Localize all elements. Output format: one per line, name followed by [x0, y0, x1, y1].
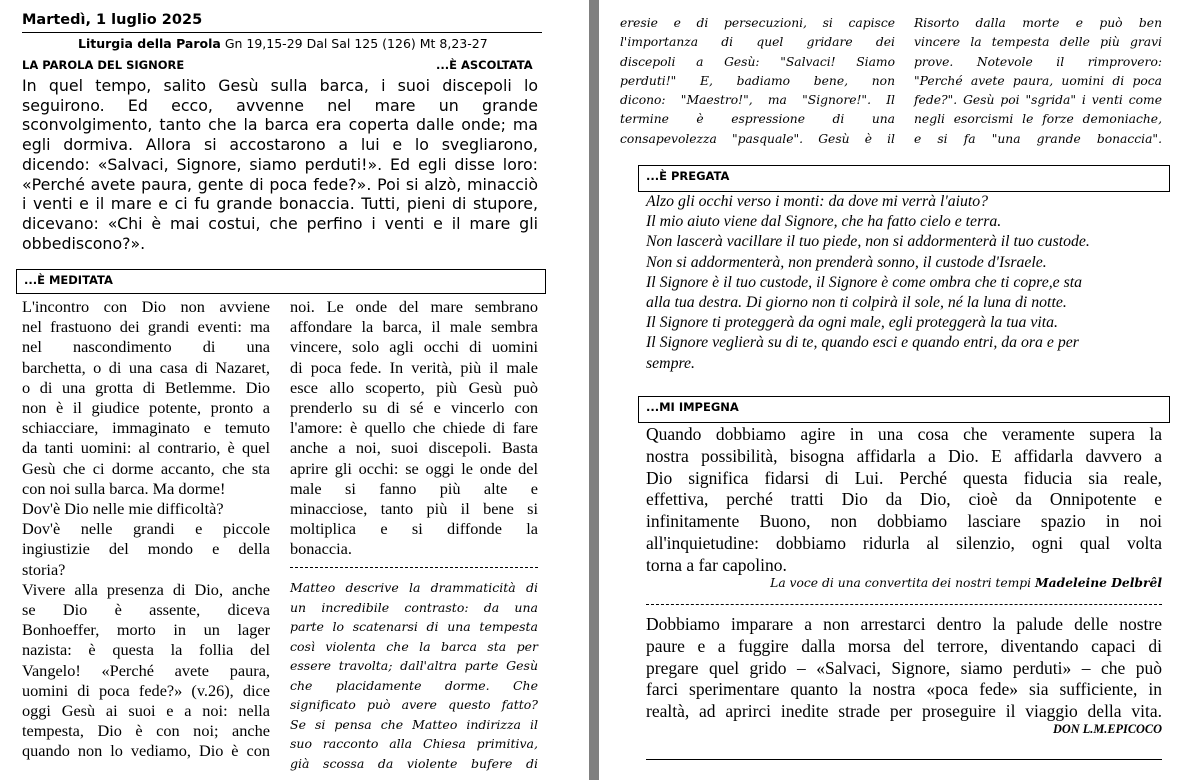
meditation-line: Gesù che ci dorme accanto, che sta	[22, 458, 270, 478]
meditation-line: esce allo scoperto, più Gesù può	[290, 377, 538, 397]
gospel-line: egli dormiva. Allora si accostarono a lui e lo svegliarono,	[22, 135, 538, 155]
closing-line: paure e a fuggire dalla morsa del terrore, diventando capaci di	[646, 635, 1162, 656]
commitment-line: effettiva, perché tratti Dio da Dio, cioè da Onnipotente e	[646, 489, 1162, 510]
prayer-line: Il mio aiuto viene dal Signore, che ha fatto cielo e terra.	[646, 213, 1002, 231]
meditation-line: Bonhoeffer, morto in un lager	[22, 620, 270, 640]
meditation-line: schiacciare, immaginato e temuto	[22, 418, 270, 438]
commentary-line: vincere la tempesta delle più gravi	[914, 35, 1162, 50]
readings-reference: Gn 19,15-29 Dal Sal 125 (126) Mt 8,23-27	[224, 36, 488, 51]
commentary-line: eresie e di persecuzioni, si capisce	[620, 16, 895, 30]
commitment-line: all'inquietudine: dobbiamo ridurla al silenzio, ogni qual volta	[646, 532, 1162, 553]
note-line: Matteo descrive la drammaticità di	[290, 580, 538, 595]
meditation-line: affondare la barca, il male sembra	[290, 317, 538, 337]
commitment-line: infinitamente Buono, non dobbiamo lasciare spazio in noi	[646, 511, 1162, 532]
source-author: Madeleine Delbrêl	[1035, 575, 1162, 590]
meditation-line: oggi Gesù ai suoi e a noi: nella	[22, 701, 270, 721]
meditation-line: male si fanno più alte e	[290, 478, 538, 498]
source-prefix: La voce di una convertita dei nostri tempi	[770, 576, 1032, 590]
meditation-line: minacciose, tanto più il bene si	[290, 499, 538, 519]
gospel-line: obbediscono?».	[22, 233, 146, 253]
prayer-line: Non si addormenterà, non prenderà sonno, il custode d'Israele.	[646, 253, 1047, 271]
meditation-line: con noi sulla barca. Ma dorme!	[22, 478, 226, 498]
prayer-line: Il Signore veglierà su di te, quando esci e quando entri, da ora e per	[646, 334, 1079, 352]
commentary-line: "Perché avete paura, uomini di poca	[914, 73, 1162, 88]
meditation-line: L'incontro con Dio non avviene	[22, 297, 270, 316]
commentary-line: dicono: "Maestro!", ma "Signore!". Il	[620, 93, 895, 108]
liturgy-heading	[78, 36, 488, 51]
bottom-divider	[646, 759, 1162, 760]
commentary-line: Risorto dalla morte e può ben	[914, 16, 1162, 30]
prayer-line: Il Signore ti proteggerà da ogni male, egli proteggerà la tua vita.	[646, 314, 1058, 332]
commitment-line: Dio significa fidarsi di Lui. Perché questa fiducia sia reale,	[646, 467, 1162, 488]
commentary-note	[290, 578, 538, 773]
gospel-line: sconvolgimento, tanto che la barca era coperta dalle onde; ma	[22, 115, 538, 135]
meditation-line: nazista: è questa la follia del	[22, 640, 270, 660]
commentary-line: fede?". Gesù poi "sgrida" i venti come	[914, 93, 1162, 108]
left-page	[0, 0, 589, 780]
commentary-continued-right	[914, 14, 1162, 149]
meditation-column-2	[290, 297, 538, 560]
dashed-divider	[646, 604, 1162, 605]
meditation-line: tempesta, Dio è con noi; anche	[22, 721, 270, 741]
word-label: LA PAROLA DEL SIGNORE	[22, 58, 185, 72]
meditation-line: vincere, solo agli occhi di uomini	[290, 337, 538, 357]
meditation-line: Dov'è Dio nelle mie difficoltà?	[22, 499, 224, 519]
meditation-line: Vivere alla presenza di Dio, anche	[22, 579, 270, 599]
meditation-line: barchetta, o di una casa di Nazaret,	[22, 357, 270, 377]
meditation-line: se Dio è assente, diceva	[22, 600, 270, 620]
meditation-line: anche a noi, suoi discepoli. Basta	[290, 438, 538, 458]
commitment-line: torna a far capolino.	[646, 554, 787, 575]
prayed-section-header: ...È PREGATA	[638, 165, 1170, 192]
commentary-continued-left	[620, 14, 895, 149]
meditation-line: uomini di poca fede?» (v.26), dice	[22, 680, 270, 700]
meditation-line: l'amore: è quello che chiede di fare	[290, 418, 538, 438]
commentary-line: consapevolezza "pasquale". Gesù è il	[620, 131, 895, 146]
meditation-line: di poca fede. In verità, più il male	[290, 357, 538, 377]
gospel-line: dicendo: «Salvaci, Signore, siamo perduti!». Ed egli disse loro:	[22, 154, 538, 174]
commitment-line: nostra possibilità, bisogna affidarla a Dio. E affidarla davvero a	[646, 445, 1162, 466]
signature: DON L.M.EPICOCO	[1053, 722, 1162, 736]
meditation-column-1	[22, 297, 270, 762]
gospel-line: In quel tempo, salito Gesù sulla barca, i suoi discepoli lo	[22, 76, 538, 95]
closing-line: Dobbiamo imparare a non arrestarci dentro la palude delle nostre	[646, 614, 1162, 634]
meditation-line: nel nascondimento di una	[22, 337, 270, 357]
gospel-line: dicevano: «Chi è mai costui, che perfino i venti e il mare gli	[22, 213, 538, 233]
meditation-line: bonaccia.	[290, 539, 352, 559]
commentary-line: discepoli a Gesù: "Salvaci! Siamo	[620, 54, 895, 69]
commentary-line: termine è espressione di una	[620, 112, 895, 127]
note-line: un incredibile contrasto: da una	[290, 599, 538, 615]
meditation-line: quando non lo vediamo, Dio è con	[22, 741, 270, 761]
commentary-line: perduti!" E, badiamo bene, non	[620, 73, 895, 88]
prayer-line: alla tua destra. Di giorno non ti colpirà il sole, né la luna di notte.	[646, 294, 1067, 312]
meditation-line: storia?	[22, 559, 66, 579]
meditation-line: Vangelo! «Perché avete paura,	[22, 660, 270, 680]
meditation-line: Dov'è nelle grandi e piccole	[22, 519, 270, 539]
note-line: significato può avere questo fatto?	[290, 697, 538, 712]
prayer-line: Alzo gli occhi verso i monti: da dove mi verrà l'aiuto?	[646, 193, 989, 210]
gospel-line: i venti e il mare e ci fu grande bonaccia. Tutti, pieni di stupore,	[22, 194, 538, 214]
commentary-line: prove. Notevole il rimprovero:	[914, 54, 1162, 69]
prayer-line: Non lascerà vacillare il tuo piede, non si addormenterà il tuo custode.	[646, 233, 1090, 251]
note-line: così violenta che la barca sta per	[290, 638, 538, 654]
gospel-text	[22, 76, 538, 253]
note-line: già scossa da violente bufere di	[290, 755, 538, 771]
listened-label: ...È ASCOLTATA	[436, 58, 533, 72]
meditation-line: noi. Le onde del mare sembrano	[290, 297, 538, 316]
meditation-line: nel frastuono dei grandi eventi: ma	[22, 317, 270, 337]
note-line: essere travolta; dall'altra parte Gesù	[290, 658, 538, 673]
prayer-line: Il Signore è il tuo custode, il Signore è come ombra che ti copre,e sta	[646, 273, 1083, 291]
meditation-line: aprire gli occhi: se oggi le onde del	[290, 458, 538, 478]
closing-text	[646, 614, 1162, 723]
gospel-line: «Perché avete paura, gente di poca fede?». Poi si alzò, minacciò	[22, 174, 538, 194]
prayer-line: sempre.	[646, 354, 695, 372]
commitment-line: Quando dobbiamo agire in una cosa che veramente supera la	[646, 424, 1162, 444]
note-line: suo racconto alla Chiesa primitiva,	[290, 736, 538, 751]
gospel-line: seguirono. Ed ecco, avvenne nel mare un grande	[22, 95, 538, 115]
commitment-text	[646, 424, 1162, 577]
quote-source	[646, 575, 1162, 590]
meditation-line: non è il giudice potente, pronto a	[22, 398, 270, 418]
meditation-line: o di una grotta di Betlemme. Dio	[22, 377, 270, 397]
meditation-line: prenderlo su di sé e vincerlo con	[290, 398, 538, 418]
closing-line: farci sperimentare quanto la nostra «poca fede» sia sufficiente, in	[646, 679, 1162, 700]
closing-line: pregare quel grido – «Salvaci, Signore, siamo perduti» – che può	[646, 657, 1162, 678]
note-line: Se si pensa che Matteo indirizza il	[290, 716, 538, 732]
divider	[22, 32, 542, 33]
commentary-line: l'importanza di quel gridare dei	[620, 35, 895, 50]
meditation-line: moltiplica e si diffonde la	[290, 519, 538, 539]
commentary-line: e si fa "una grande bonaccia".	[914, 131, 1162, 146]
date-heading: Martedì, 1 luglio 2025	[22, 12, 203, 28]
commentary-line: negli esorcismi le forze demoniache,	[914, 112, 1162, 127]
commitment-section-header: ...MI IMPEGNA	[638, 396, 1170, 423]
liturgy-title: Liturgia della Parola	[78, 36, 221, 51]
psalm-prayer	[646, 192, 1166, 374]
closing-line: realtà, ad aprirci inedite strade per proseguire il viaggio della vita.	[646, 701, 1162, 722]
meditation-line: ingiustizie del mondo e della	[22, 539, 270, 559]
note-line: parte lo scatenarsi di una tempesta	[290, 619, 538, 634]
note-line: che placidamente dorme. Che	[290, 677, 538, 693]
meditation-line: da tanti uomini: al contrario, è quel	[22, 438, 270, 458]
dashed-divider	[290, 567, 538, 568]
meditated-section-header: ...È MEDITATA	[16, 269, 546, 294]
